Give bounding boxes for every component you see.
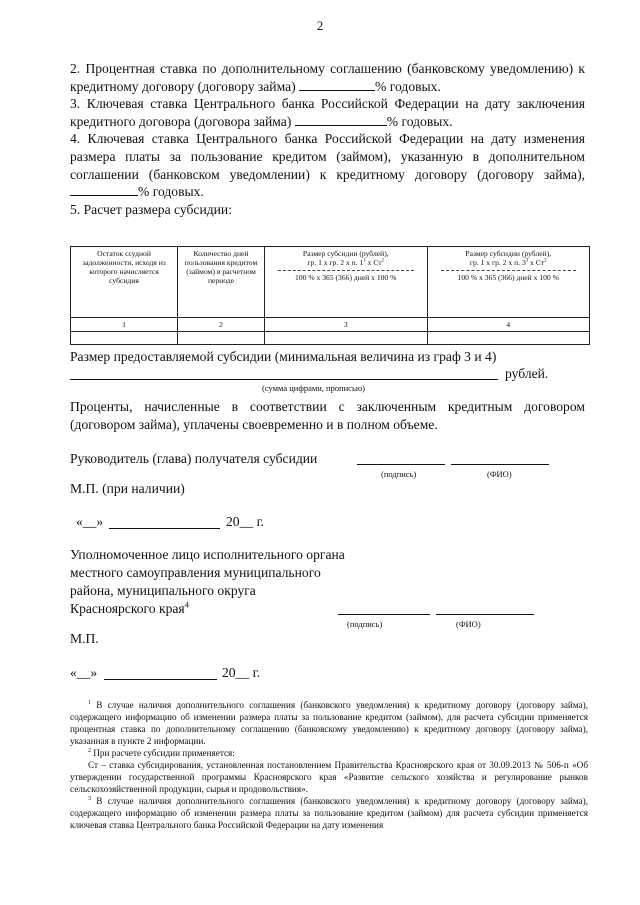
footnote-2: $^2$ При расчете субсидии применяется: (88, 747, 235, 758)
official-line-3: района, муниципального округа (70, 583, 256, 598)
blank-field (299, 78, 375, 91)
blank-field (70, 183, 138, 196)
col-number: 3 (265, 318, 428, 332)
amount-note: (сумма цифрами, прописью) (262, 383, 366, 393)
official-line-2: местного самоуправления муниципального (70, 565, 321, 580)
fraction-line (441, 270, 577, 271)
official-line-1: Уполномоченное лицо исполнительного органа (70, 547, 345, 562)
signature-note: (подпись) (381, 469, 417, 479)
amount-line (70, 379, 498, 380)
interest-statement: Проценты, начисленные в соответствии с заключенным кредитным договором (договором займа), уплачены своевременно и в полном объеме. (70, 399, 585, 432)
fraction-line (278, 270, 414, 271)
footnote-2-text: Ст – ставка субсидирования, установленная постановлением Правительства Красноярского края от 30.09.2013 № 506-п «Об утверждении государственной программы Красноярского края «Развитие сельского хозяйства и регулирование рынков сельскохозяйственной продукции, сырья и продовольствия». (70, 760, 588, 794)
item-4: 4. Ключевая ставка Центрального банка Российской Федерации на дату изменения размера платы за пользование кредитом (займом), указанную в дополнительном соглашении (банковском уведомлении) к кредитному договору (договору займа), % годовых. (70, 131, 585, 200)
official-name-note: (ФИО) (456, 619, 481, 629)
date-2-open: «__» (70, 665, 98, 680)
amount-label: Размер предоставляемой субсидии (минимальная величина из граф 3 и 4) (70, 349, 497, 364)
item-5: 5. Расчет размера субсидии: (70, 201, 232, 217)
subsidy-table (70, 246, 590, 345)
official-signature-line (338, 614, 430, 615)
date-2-line (104, 679, 217, 680)
footnote-1: $^1$ В случае наличия дополнительного соглашения (банковского уведомления) к кредитному договору (договору займа), содержащего информацию об изменении размера платы за пользование кредитом (займом), для расчета субсидии применяется процентная ставка по дополнительному соглашению (банковскому уведомлению) к кредитному договору (договору займа), указанная в пункте 2 информации. (70, 699, 588, 746)
date-1-line (109, 528, 220, 529)
date-2-year: 20__ г. (222, 665, 261, 680)
table-empty-row (71, 332, 590, 345)
item-3: 3. Ключевая ставка Центрального банка Российской Федерации на дату заключения кредитного договора (договора займа) % годовых. (70, 96, 585, 129)
date-1-open: «__» (76, 514, 104, 529)
col-number: 4 (427, 318, 590, 332)
table-number-row (71, 318, 590, 332)
stamp-optional: М.П. (при наличии) (70, 481, 185, 496)
amount-unit: рублей. (505, 366, 549, 381)
official-name-line (436, 614, 534, 615)
col-balance: Остаток ссудной задолженности, исходя из которого начисляется субсидия (71, 247, 178, 318)
page-number: 2 (316, 18, 324, 33)
blank-field (295, 113, 387, 126)
head-label: Руководитель (глава) получателя субсидии (70, 451, 318, 466)
col-days: Количество дней пользования кредитом (займом) в расчетном периоде (178, 247, 265, 318)
col-number: 2 (178, 318, 265, 332)
col-subsidy-1: Размер субсидии (рублей), гр. 1 х гр. 2 х п. $1^1$ х $Ст^2$ 100 % х 365 (366) дней х 100 % (265, 247, 428, 318)
numbered-items (70, 60, 585, 218)
name-note: (ФИО) (487, 469, 512, 479)
item-2: 2. Процентная ставка по дополнительному соглашению (банковскому уведомлению) к кредитному договору (договору займа) % годовых. (70, 61, 585, 94)
name-line (451, 464, 549, 465)
footnote-3: $^3$ В случае наличия дополнительного соглашения (банковского уведомления) к кредитному договору (договору займа), содержащего информацию об изменении размера платы за пользование кредитом (займом) для расчета субсидии применяется ключевая ставка Центрального банка Российской Федерации на дату изменения (70, 795, 588, 830)
date-1-year: 20__ г. (226, 514, 265, 529)
col-number: 1 (71, 318, 178, 332)
footnotes (70, 699, 588, 831)
official-signature-note: (подпись) (347, 619, 383, 629)
table-header-row (71, 247, 590, 318)
col-subsidy-2: Размер субсидии (рублей), гр. 1 х гр. 2 х п. $3^3$ х $Ст^2$ 100 % х 365 (366) дней х 100 % (427, 247, 590, 318)
stamp: М.П. (70, 631, 99, 646)
official-line-4: Красноярского края$^4$ (70, 599, 190, 616)
signature-line (357, 464, 445, 465)
